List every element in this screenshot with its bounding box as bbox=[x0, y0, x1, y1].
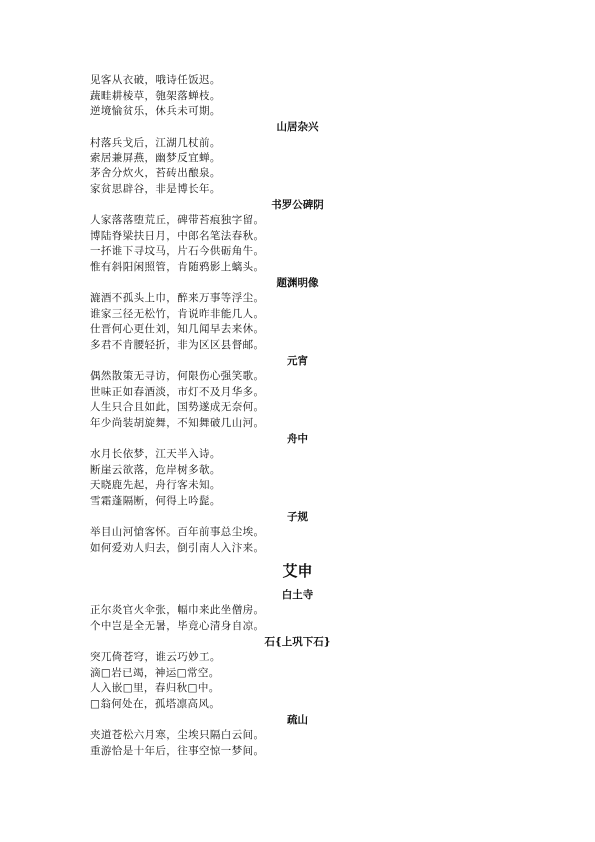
poem-line: 谁家三径无松竹，肯说昨非能几人。 bbox=[90, 308, 265, 320]
poem-line: 仕晋何心更仕刘，知几闻早去来休。 bbox=[90, 323, 265, 335]
poem-line: 正尔炎官火伞张，幅巾来此坐僧房。 bbox=[90, 604, 265, 616]
poem-title: 白土寺 bbox=[281, 589, 314, 601]
poem-line: 世味正如春酒淡，市灯不及月华多。 bbox=[90, 386, 265, 398]
poem-line: 夹道苍松六月寒，尘埃只隔白云间。 bbox=[90, 729, 265, 741]
poem-line: 见客从衣破，哦诗任饭迟。 bbox=[90, 74, 221, 86]
poem-line: 断崖云欲落，危岸树多欹。 bbox=[90, 464, 221, 476]
poem-title: 元宵 bbox=[287, 355, 308, 367]
poem-line: 一抔谁下寻坟马，片石今供砺角牛。 bbox=[90, 245, 265, 257]
poem-line: 村落兵戈后，江湖几杖前。 bbox=[90, 137, 221, 149]
poem-line: 天晓鹿先起，舟行客未知。 bbox=[90, 479, 221, 491]
poem-title: 疏山 bbox=[287, 714, 308, 726]
poem-line: 雪霜蓬隔断，何得上吟髭。 bbox=[90, 495, 221, 507]
poem-line: 水月长依梦，江天半入诗。 bbox=[90, 448, 221, 460]
poem-line: 茅舍分炊火，苔砖出酿泉。 bbox=[90, 167, 221, 179]
poem-line: 滴□岩已竭，神运□常空。 bbox=[90, 667, 220, 679]
poem-line: 蔬畦耕棱草，匏架落蝉枝。 bbox=[90, 90, 221, 102]
poem-title: 书罗公碑阴 bbox=[271, 199, 324, 211]
poem-line: 逆境愉贫乐，休兵未可期。 bbox=[90, 105, 221, 117]
poem-line: 索居兼屏燕，幽梦反宜蝉。 bbox=[90, 152, 221, 164]
poem-line: 偶然散策无寻访，何限伤心强笑歌。 bbox=[90, 370, 265, 382]
poem-line: 如何爱劝人归去，倒引南人入汴来。 bbox=[90, 542, 265, 554]
poem-title: 山居杂兴 bbox=[276, 121, 319, 133]
poem-title: 题渊明像 bbox=[276, 277, 319, 289]
poem-line: 人生只合且如此，国势遂成无奈何。 bbox=[90, 401, 265, 413]
poem-title: 石{上巩下石} bbox=[264, 636, 331, 648]
poem-line: 漉酒不孤头上巾，醉来万事等浮尘。 bbox=[90, 292, 265, 304]
poem-line: 多君不肯腰轻折，非为区区县督邮。 bbox=[90, 339, 265, 351]
poem-title: 子规 bbox=[287, 511, 308, 523]
poem-line: 突兀倚苍穹，谁云巧妙工。 bbox=[90, 651, 221, 663]
poem-line: 个中岂是全无暑，毕竟心清身自凉。 bbox=[90, 620, 265, 632]
poem-line: 人入嵌□里，春归秋□中。 bbox=[90, 682, 220, 694]
poem-line: 博陆脊梁扶日月，中郎名笔法春秋。 bbox=[90, 230, 265, 242]
poem-line: 举目山河愴客怀。百年前事总尘埃。 bbox=[90, 526, 265, 538]
poem-line: 人家落落堕荒丘，碑带苔痕独字留。 bbox=[90, 214, 265, 226]
poem-line: 家贫思辟谷，非是博长年。 bbox=[90, 183, 221, 195]
poem-line: 惟有斜阳闲照管，肯随鸦影上螭头。 bbox=[90, 261, 265, 273]
section-heading: 艾申 bbox=[282, 562, 313, 580]
poem-line: 重游恰是十年后，往事空惊一梦间。 bbox=[90, 745, 265, 757]
poem-line: □翁何处在，孤塔凛高风。 bbox=[90, 698, 221, 710]
poem-title: 舟中 bbox=[287, 433, 308, 445]
poem-line: 年少尚装胡旋舞，不知舞破几山河。 bbox=[90, 417, 265, 429]
